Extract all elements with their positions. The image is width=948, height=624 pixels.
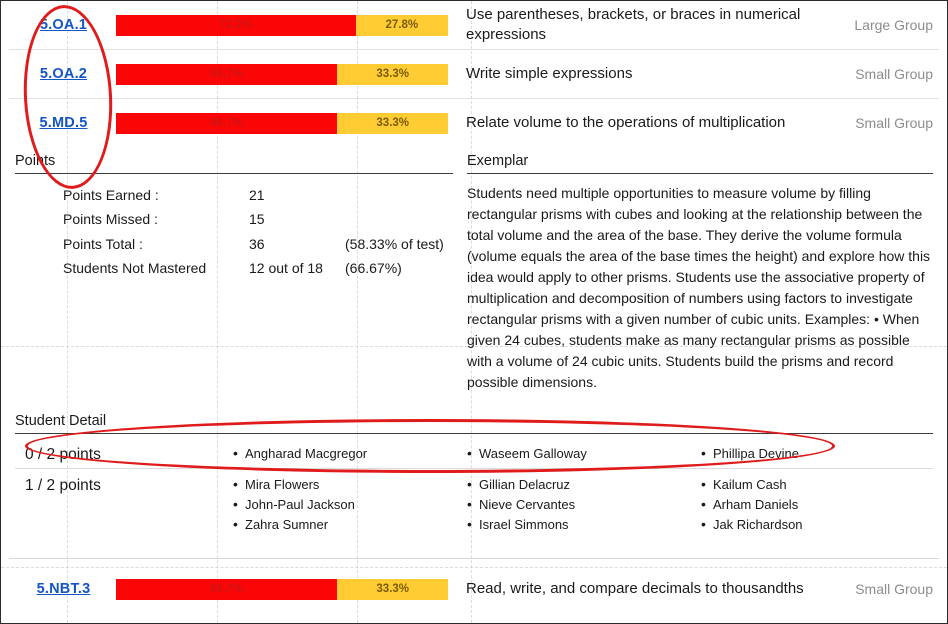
standard-row[interactable]: [1, 99, 947, 147]
standard-detail-panel: [1, 147, 947, 397]
students-not-mastered-value: 12 out of 18: [249, 259, 323, 276]
standard-description: Read, write, and compare decimals to thousandths: [466, 579, 804, 597]
mastery-bar: [116, 113, 448, 134]
list-item: • Nieve Cervantes: [465, 495, 691, 515]
bottom-standard-row-container: [1, 558, 947, 613]
points-table: [63, 183, 444, 280]
list-item: • Arham Daniels: [699, 495, 925, 515]
student-name-column: [465, 444, 699, 464]
table-row: [63, 183, 444, 207]
list-item: • John-Paul Jackson: [231, 495, 457, 515]
list-item: • Israel Simmons: [465, 515, 691, 535]
mastery-bar-mastered: 66.7%: [116, 113, 337, 134]
points-missed-label: Points Missed :: [63, 211, 158, 228]
standard-code-link[interactable]: 5.NBT.3: [36, 581, 91, 597]
standard-group-label: Small Group: [855, 66, 933, 82]
list-item: • Gillian Delacruz: [465, 475, 691, 495]
mastery-bar-mastered: 66.7%: [116, 579, 337, 600]
points-earned-extra: [345, 183, 444, 207]
standard-row[interactable]: [1, 1, 947, 49]
list-item: • Zahra Sumner: [231, 515, 457, 535]
student-detail-title: Student Detail: [15, 413, 933, 434]
points-missed-value: 15: [249, 211, 265, 228]
list-item: • Kailum Cash: [699, 475, 925, 495]
mastery-bar: [116, 15, 448, 36]
standard-code-link[interactable]: 5.OA.2: [39, 66, 88, 82]
table-row: [63, 207, 444, 231]
student-score-group: [15, 471, 933, 537]
exemplar-text: Students need multiple opportunities to measure volume by filling rectangular prisms with cubes and looking at the relationship between the total volume and the area of the base. They derive the volume formula (volume equals the area of the base times the height) and explore how this idea would apply to other prisms. Students use the associative property of multiplication and decomposition of numbers using factors to investigate rectangular prisms with a given number of cubic units. Examples: • When given 24 cubes, students make as many rectangular prisms as possible with a volume of 24 cubic units. Students build the prisms and record possible dimensions.: [467, 185, 931, 390]
student-score-label: 0 / 2 points: [25, 446, 101, 463]
list-item: • Phillipa Devine: [699, 444, 925, 464]
points-total-value: 36: [249, 235, 265, 252]
standard-description: Use parentheses, brackets, or braces in numerical expressions: [466, 5, 801, 43]
students-not-mastered-extra: (66.67%): [345, 259, 402, 276]
mastery-bar-mastered: 66.7%: [116, 64, 337, 85]
table-row: [63, 256, 444, 280]
student-name-column: [699, 475, 933, 535]
students-not-mastered-label: Students Not Mastered: [63, 259, 207, 276]
standard-group-label: Small Group: [855, 581, 933, 597]
mastery-bar-not-mastered: 33.3%: [337, 579, 448, 600]
points-section: [15, 153, 467, 280]
student-name-columns: [231, 475, 933, 535]
list-item: • Waseem Galloway: [465, 444, 691, 464]
list-item: • Mira Flowers: [231, 475, 457, 495]
student-name-columns: [231, 444, 933, 464]
standard-group-label: Large Group: [854, 17, 933, 33]
student-name-column: [465, 475, 699, 535]
mastery-bar-not-mastered: 27.8%: [356, 15, 448, 36]
student-name-column: [699, 444, 933, 464]
exemplar-title: Exemplar: [467, 153, 933, 174]
standard-description: Relate volume to the operations of multiplication: [466, 113, 786, 131]
exemplar-section: [467, 153, 933, 393]
student-name-column: [231, 475, 465, 535]
standard-description: Write simple expressions: [466, 64, 633, 82]
list-item: • Jak Richardson: [699, 515, 925, 535]
standard-row[interactable]: [1, 50, 947, 98]
standard-group-label: Small Group: [855, 115, 933, 131]
standard-code-link[interactable]: 5.OA.1: [39, 17, 88, 33]
row-divider: [15, 468, 933, 469]
student-score-label: 1 / 2 points: [25, 477, 101, 495]
points-title: Points: [15, 153, 453, 174]
points-missed-extra: [345, 207, 444, 231]
standard-code-link[interactable]: 5.MD.5: [39, 115, 88, 131]
list-item: • Angharad Macgregor: [231, 444, 457, 464]
points-total-label: Points Total :: [63, 235, 143, 252]
student-name-column: [231, 444, 465, 464]
mastery-bar: [116, 64, 448, 85]
row-divider: [9, 558, 939, 559]
student-score-group: [15, 440, 933, 466]
mastery-bar-not-mastered: 33.3%: [337, 64, 448, 85]
points-earned-value: 21: [249, 187, 265, 203]
standard-row[interactable]: [1, 565, 947, 613]
mastery-bar-mastered: 72.2%: [116, 15, 356, 36]
mastery-bar-not-mastered: 33.3%: [337, 113, 448, 134]
points-earned-label: Points Earned :: [63, 187, 159, 203]
mastery-bar: [116, 579, 448, 600]
table-row: [63, 232, 444, 256]
student-detail-section: [1, 413, 947, 538]
points-total-extra: (58.33% of test): [345, 235, 444, 252]
